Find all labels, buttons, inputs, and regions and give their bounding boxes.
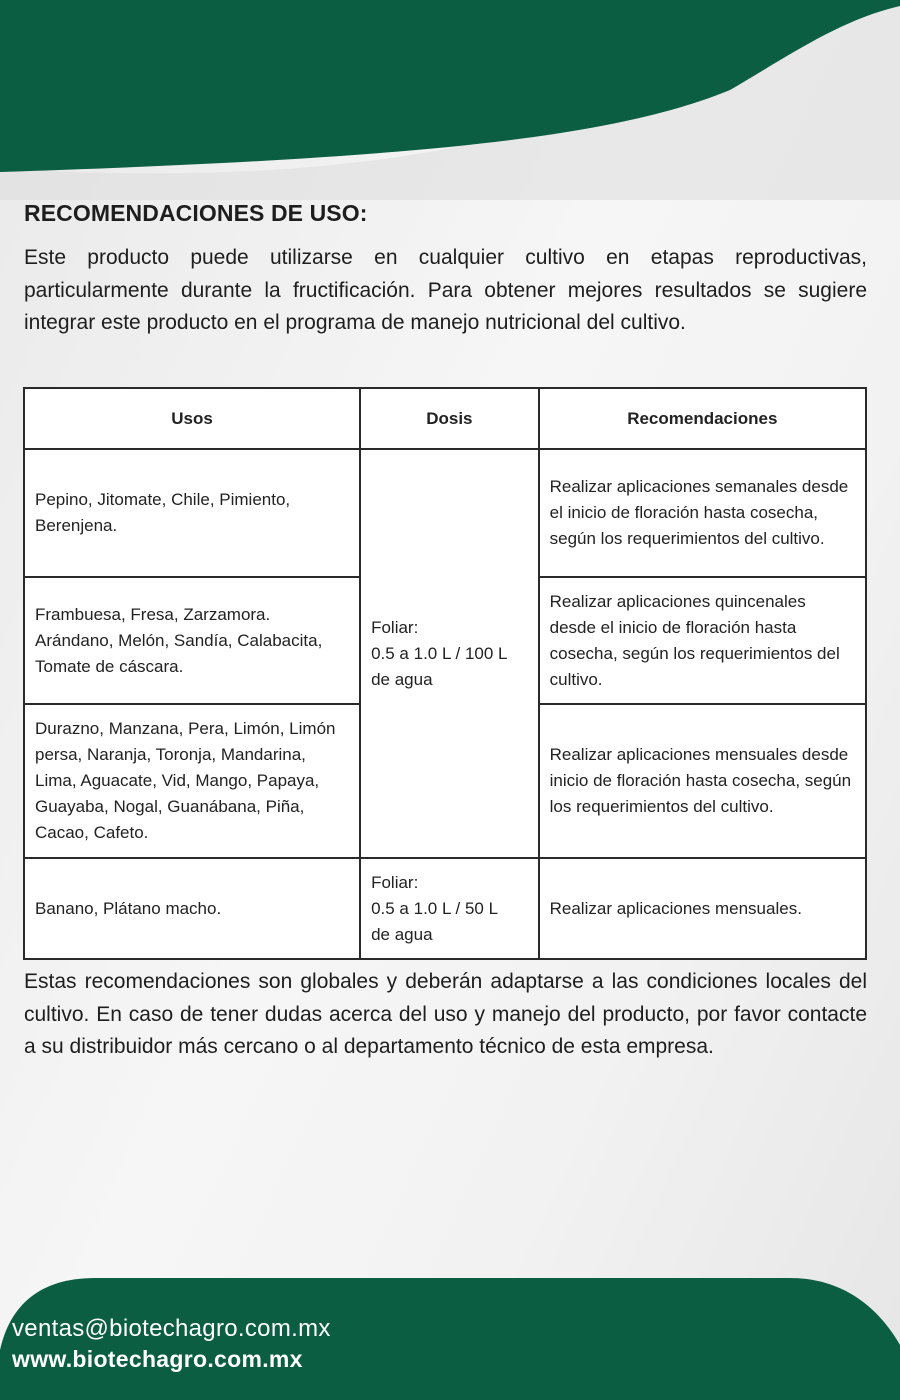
cell-dosis-foliar-50l [360, 858, 539, 959]
cell-recomendaciones: Realizar aplicaciones mensuales desde inicio de floración hasta cosecha, según los requerimientos del cultivo. [539, 704, 866, 858]
dosis-line: 0.5 a 1.0 L / 50 L [371, 898, 499, 918]
usage-table [23, 387, 867, 960]
disclaimer-paragraph: Estas recomendaciones son globales y deberán adaptarse a las condiciones locales del cultivo. En caso de tener dudas acerca del uso y manejo del producto, por favor contacte a su distribuidor más cercano o al departamento técnico de esta empresa. [24, 970, 867, 1058]
cell-usos: Frambuesa, Fresa, Zarzamora. Arándano, Melón, Sandía, Calabacita, Tomate de cáscara. [24, 577, 360, 704]
intro-paragraph: Este producto puede utilizarse en cualquier cultivo en etapas reproductivas, particularmente durante la fructificación. Para obtener mejores resultados se sugiere integrar este producto en el programa de manejo nutricional del cultivo. [24, 246, 867, 334]
cell-usos: Banano, Plátano macho. [24, 858, 360, 959]
header-dosis: Dosis [360, 388, 539, 449]
table-row [24, 858, 866, 959]
table-row [24, 449, 866, 577]
dosis-line: de agua [371, 924, 433, 944]
dosis-line: de agua [371, 669, 433, 689]
header-wave-banner [0, 0, 900, 200]
header-recomendaciones: Recomendaciones [539, 388, 866, 449]
footer-website[interactable]: www.biotechagro.com.mx [12, 1346, 303, 1372]
cell-recomendaciones: Realizar aplicaciones mensuales. [539, 858, 866, 959]
section-title: RECOMENDACIONES DE USO: [24, 200, 368, 226]
header-usos: Usos [24, 388, 360, 449]
footer-email[interactable]: ventas@biotechagro.com.mx [12, 1315, 331, 1342]
cell-usos: Durazno, Manzana, Pera, Limón, Limón persa, Naranja, Toronja, Mandarina, Lima, Aguacate, Vid, Mango, Papaya, Guayaba, Nogal, Guanábana, Piña, Cacao, Cafeto. [24, 704, 360, 858]
dosis-line: Foliar: [371, 872, 419, 892]
dosis-line: 0.5 a 1.0 L / 100 L [371, 643, 508, 663]
cell-recomendaciones: Realizar aplicaciones semanales desde el inicio de floración hasta cosecha, según los requerimientos del cultivo. [539, 449, 866, 577]
table-header-row [24, 388, 866, 449]
cell-usos: Pepino, Jitomate, Chile, Pimiento, Berenjena. [24, 449, 360, 577]
cell-dosis-foliar-100l [360, 449, 539, 858]
dosis-line: Foliar: [371, 617, 419, 637]
cell-recomendaciones: Realizar aplicaciones quincenales desde el inicio de floración hasta cosecha, según los requerimientos del cultivo. [539, 577, 866, 704]
